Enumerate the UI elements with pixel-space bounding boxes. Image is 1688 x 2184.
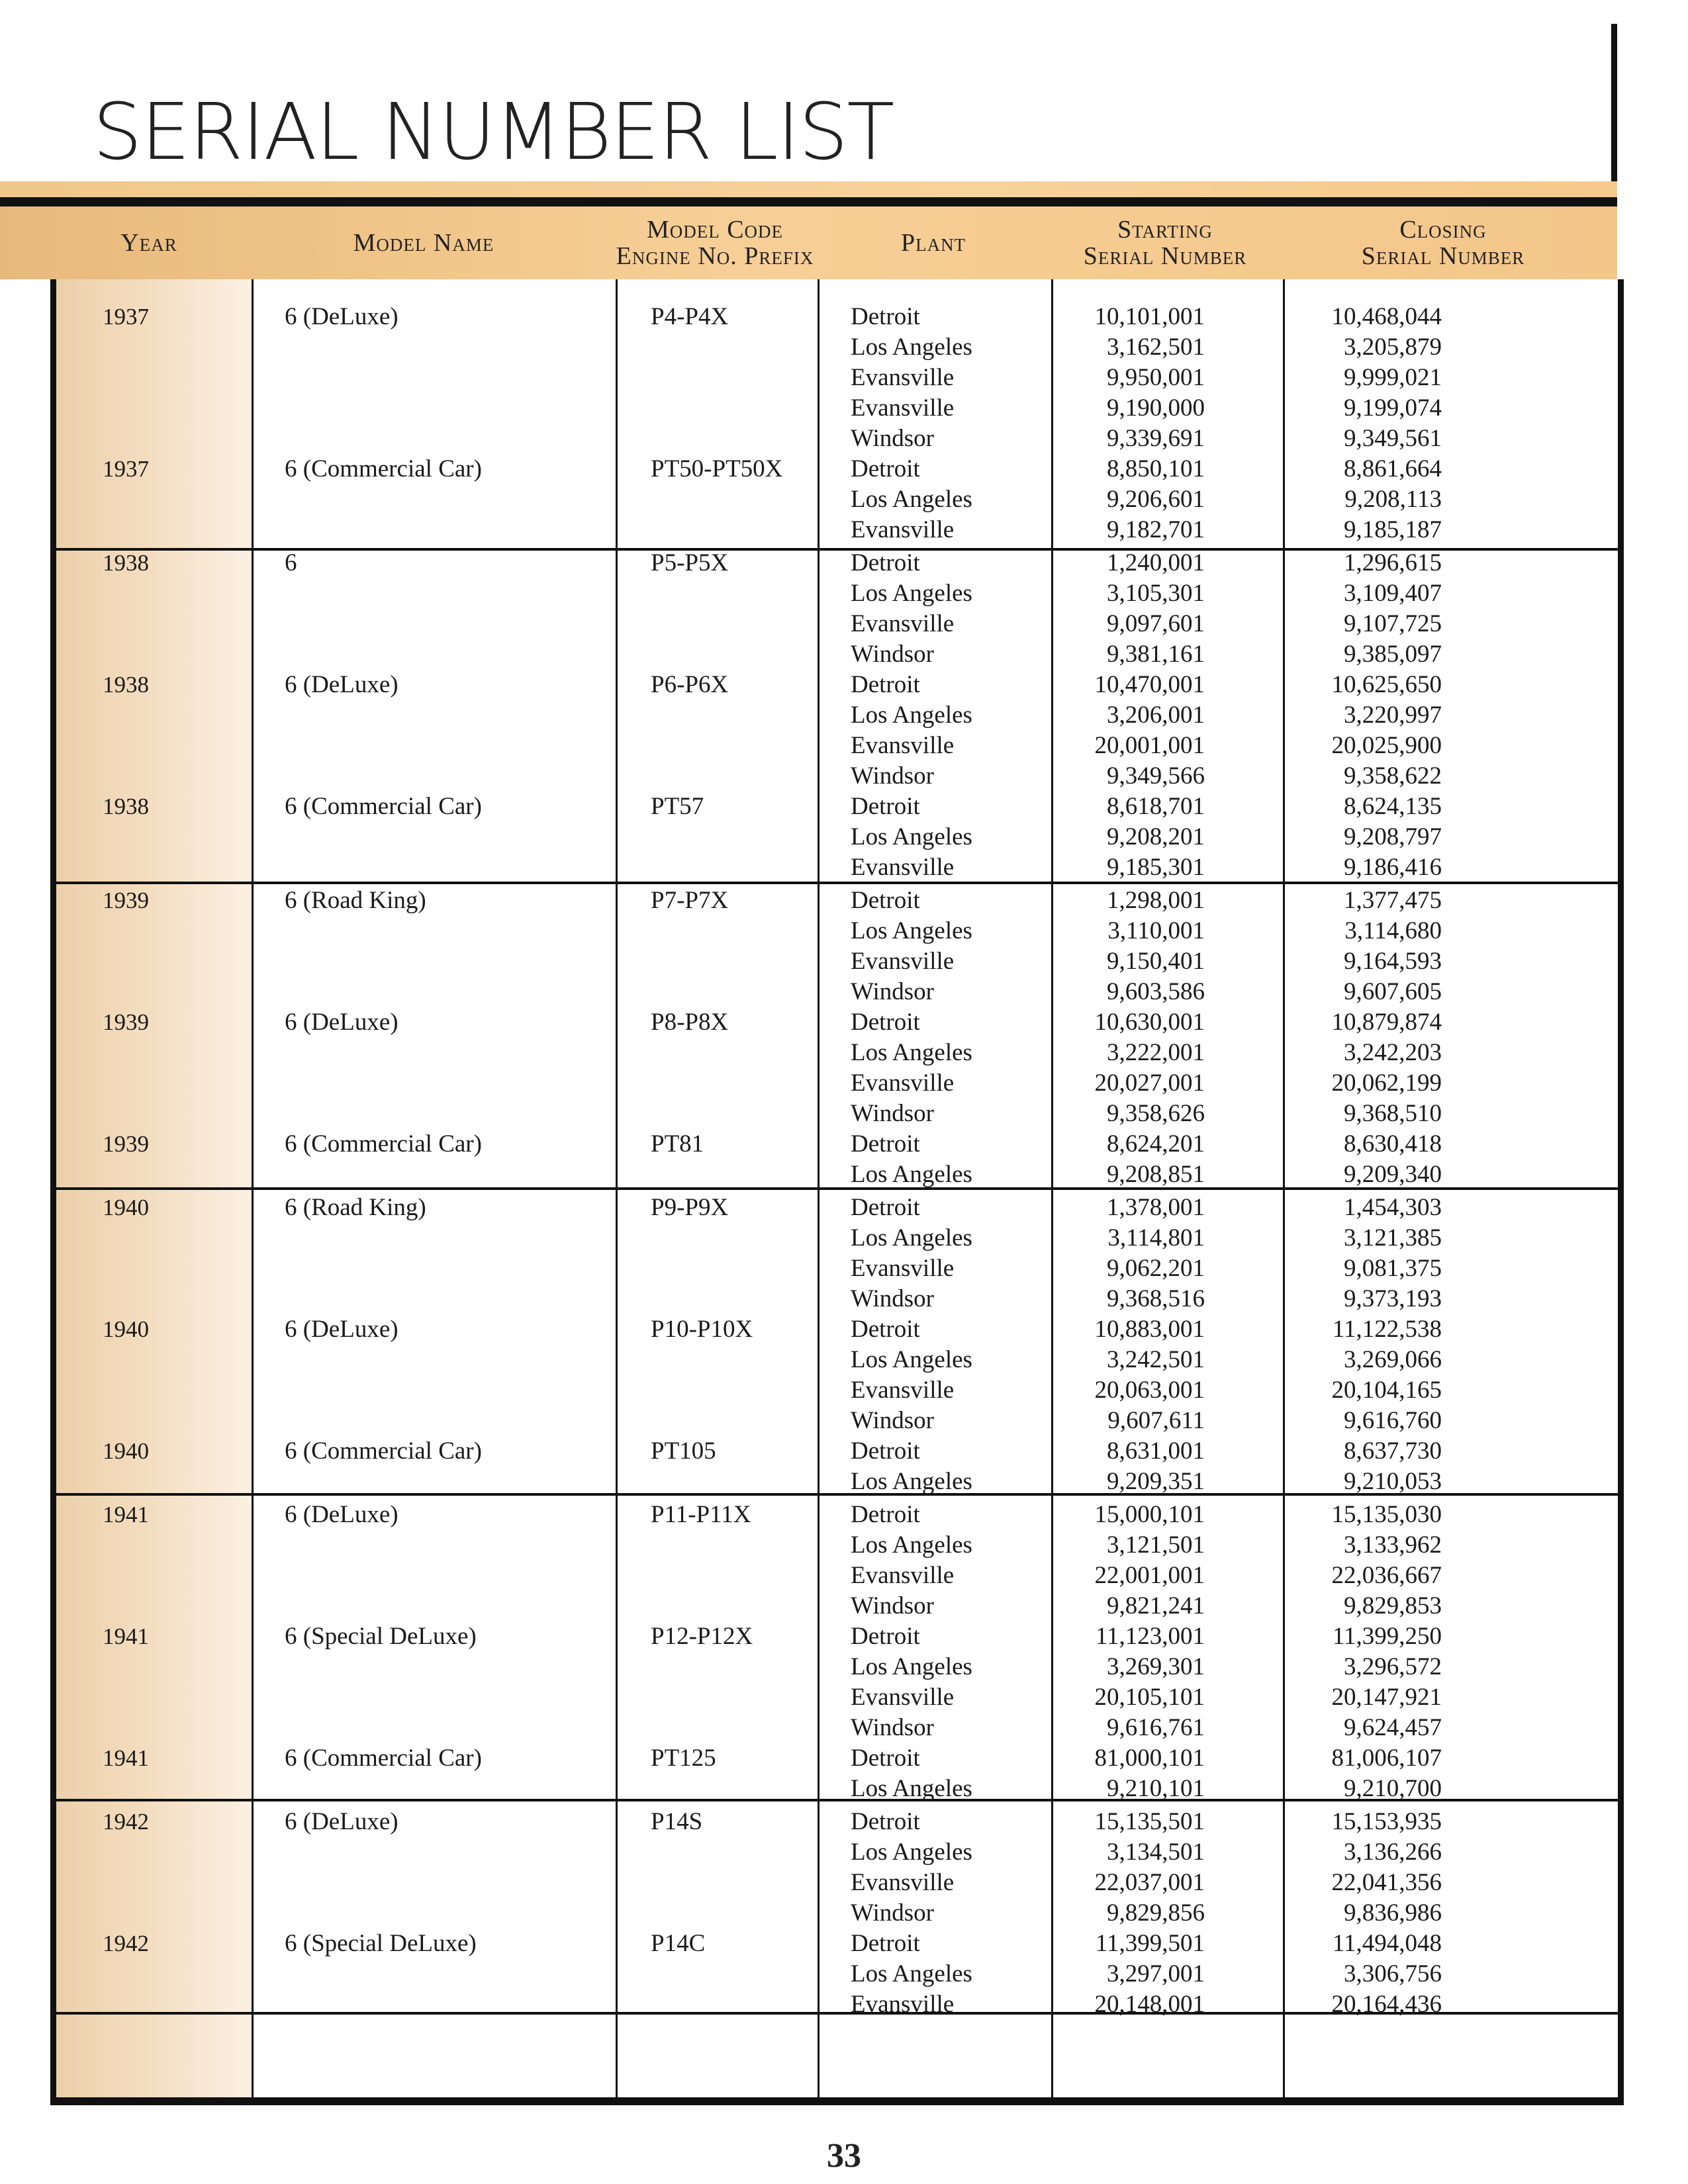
cell-engine-prefix: P11-P11X [651,1501,751,1528]
cell-starting-serial: 3,206,001 [1107,702,1205,729]
cell-starting-serial: 9,368,516 [1107,1285,1205,1312]
cell-plant: Windsor [851,425,934,452]
cell-plant: Los Angeles [851,1960,972,1987]
cell-year: 1940 [103,1316,149,1342]
cell-closing-serial: 3,114,680 [1344,917,1442,944]
cell-year: 1940 [103,1438,149,1464]
cell-closing-serial: 1,377,475 [1344,887,1442,914]
cell-starting-serial: 20,027,001 [1094,1069,1205,1097]
cell-plant: Evansville [851,1991,955,2018]
cell-year: 1939 [103,887,149,913]
cell-closing-serial: 9,199,074 [1344,394,1442,422]
cell-plant: Detroit [851,1808,920,1835]
cell-starting-serial: 9,950,001 [1107,364,1205,391]
cell-closing-serial: 9,208,797 [1344,823,1442,850]
cell-starting-serial: 10,470,001 [1094,671,1205,698]
cell-starting-serial: 3,242,501 [1107,1346,1205,1373]
cell-closing-serial: 81,006,107 [1331,1745,1442,1772]
cell-closing-serial: 3,269,066 [1344,1346,1442,1373]
cell-plant: Windsor [851,1714,934,1741]
cell-closing-serial: 9,107,725 [1344,610,1442,637]
cell-engine-prefix: P5-P5X [651,549,729,576]
cell-starting-serial: 3,162,501 [1107,334,1205,361]
cell-starting-serial: 8,618,701 [1107,793,1205,820]
cell-starting-serial: 8,624,201 [1107,1130,1205,1158]
cell-model-name: 6 (DeLuxe) [285,1316,399,1343]
cell-starting-serial: 9,607,611 [1107,1407,1205,1434]
cell-closing-serial: 9,358,622 [1344,762,1442,790]
cell-engine-prefix: P14C [651,1930,706,1957]
cell-starting-serial: 9,182,701 [1107,516,1205,543]
cell-starting-serial: 8,631,001 [1107,1437,1205,1465]
cell-engine-prefix: P4-P4X [651,303,729,330]
cell-starting-serial: 3,105,301 [1107,580,1205,607]
cell-plant: Evansville [851,394,955,422]
cell-plant: Windsor [851,1285,934,1312]
cell-model-name: 6 (Road King) [285,887,426,914]
cell-closing-serial: 11,399,250 [1332,1623,1442,1650]
header-model-code-line2: Engine No. Prefix [616,242,814,270]
header-starting-line1: Starting [1117,216,1213,244]
cell-plant: Detroit [851,1130,920,1158]
cell-starting-serial: 3,121,501 [1107,1531,1205,1559]
cell-starting-serial: 9,062,201 [1107,1255,1205,1282]
cell-closing-serial: 20,147,921 [1331,1684,1442,1711]
cell-closing-serial: 3,133,962 [1344,1531,1442,1559]
cell-plant: Evansville [851,364,955,391]
cell-closing-serial: 9,208,113 [1344,486,1442,513]
cell-engine-prefix: P10-P10X [651,1316,753,1343]
cell-year: 1941 [103,1502,149,1527]
cell-engine-prefix: PT105 [651,1437,716,1465]
cell-starting-serial: 9,358,626 [1107,1100,1205,1127]
cell-closing-serial: 10,468,044 [1331,303,1442,330]
cell-model-name: 6 (Commercial Car) [285,1130,482,1158]
cell-model-name: 6 (DeLuxe) [285,1501,399,1528]
cell-closing-serial: 22,036,667 [1331,1562,1442,1589]
cell-closing-serial: 20,104,165 [1331,1377,1442,1404]
cell-engine-prefix: P7-P7X [651,887,729,914]
cell-plant: Detroit [851,1623,920,1650]
cell-closing-serial: 9,385,097 [1344,641,1442,668]
cell-plant: Los Angeles [851,334,972,361]
cell-engine-prefix: PT125 [651,1745,716,1772]
cell-model-name: 6 (Special DeLuxe) [285,1930,477,1957]
cell-closing-serial: 3,109,407 [1344,580,1442,607]
cell-closing-serial: 9,368,510 [1344,1100,1442,1127]
cell-plant: Evansville [851,854,955,881]
page-number: 33 [827,2137,861,2175]
cell-closing-serial: 9,185,187 [1344,516,1442,543]
cell-starting-serial: 3,222,001 [1107,1039,1205,1066]
cell-plant: Windsor [851,641,934,668]
cell-plant: Detroit [851,1316,920,1343]
cell-closing-serial: 15,153,935 [1331,1808,1442,1835]
cell-year: 1939 [103,1131,149,1157]
cell-plant: Windsor [851,1899,934,1927]
header-plant [861,206,1006,279]
cell-plant: Windsor [851,978,934,1005]
cell-plant: Detroit [851,1501,920,1528]
cell-model-name: 6 [285,549,297,576]
cell-plant: Los Angeles [851,823,972,850]
cell-closing-serial: 22,041,356 [1331,1869,1442,1896]
cell-plant: Detroit [851,549,920,576]
cell-year: 1937 [103,456,149,482]
cell-plant: Evansville [851,1255,955,1282]
cell-closing-serial: 9,624,457 [1344,1714,1442,1741]
cell-plant: Detroit [851,1009,920,1036]
cell-starting-serial: 3,134,501 [1107,1839,1205,1866]
cell-model-name: 6 (Road King) [285,1194,426,1221]
cell-closing-serial: 20,062,199 [1331,1069,1442,1097]
cell-plant: Detroit [851,455,920,482]
cell-closing-serial: 9,210,053 [1344,1468,1442,1495]
cell-model-name: 6 (Commercial Car) [285,1745,482,1772]
cell-plant: Detroit [851,793,920,820]
cell-plant: Evansville [851,948,955,975]
header-closing-line2: Serial Number [1361,242,1525,270]
cell-closing-serial: 20,164,436 [1331,1991,1442,2018]
cell-year: 1941 [103,1745,149,1771]
cell-plant: Los Angeles [851,486,972,513]
cell-year: 1941 [103,1623,149,1649]
cell-starting-serial: 9,616,761 [1107,1714,1205,1741]
cell-model-name: 6 (Commercial Car) [285,1437,482,1465]
cell-closing-serial: 9,186,416 [1344,854,1442,881]
cell-engine-prefix: P8-P8X [651,1009,729,1036]
cell-closing-serial: 9,349,561 [1344,425,1442,452]
cell-plant: Evansville [851,732,955,759]
cell-plant: Los Angeles [851,1468,972,1495]
cell-closing-serial: 10,879,874 [1331,1009,1442,1036]
cell-plant: Evansville [851,1869,955,1896]
cell-plant: Detroit [851,1437,920,1465]
cell-starting-serial: 9,821,241 [1107,1592,1205,1619]
header-plant-label: Plant [900,229,966,257]
page-title: SERIAL NUMBER LIST [93,86,894,177]
cell-plant: Detroit [851,671,920,698]
cell-starting-serial: 8,850,101 [1107,455,1205,482]
cell-closing-serial: 1,454,303 [1344,1194,1442,1221]
cell-closing-serial: 11,494,048 [1332,1930,1442,1957]
cell-model-name: 6 (DeLuxe) [285,303,399,330]
header-starting-serial [1046,206,1284,279]
cell-plant: Los Angeles [851,1653,972,1680]
cell-closing-serial: 8,624,135 [1344,793,1442,820]
title-underline-band [0,181,1617,197]
cell-starting-serial: 15,000,101 [1094,1501,1205,1528]
cell-closing-serial: 9,999,021 [1344,364,1442,391]
cell-plant: Detroit [851,1745,920,1772]
cell-year: 1942 [103,1931,149,1956]
cell-starting-serial: 9,209,351 [1107,1468,1205,1495]
cell-plant: Los Angeles [851,1224,972,1251]
cell-plant: Detroit [851,887,920,914]
cell-plant: Evansville [851,1684,955,1711]
cell-starting-serial: 1,378,001 [1107,1194,1205,1221]
cell-model-name: 6 (DeLuxe) [285,671,399,698]
cell-closing-serial: 9,209,340 [1344,1161,1442,1188]
cell-starting-serial: 1,240,001 [1107,549,1205,576]
cell-starting-serial: 9,210,101 [1107,1775,1205,1802]
cell-starting-serial: 9,190,000 [1107,394,1205,422]
cell-year: 1938 [103,672,149,698]
cell-starting-serial: 9,339,691 [1107,425,1205,452]
cell-closing-serial: 3,296,572 [1344,1653,1442,1680]
cell-closing-serial: 9,829,853 [1344,1592,1442,1619]
header-model-name-label: Model Name [353,229,494,257]
cell-plant: Los Angeles [851,1531,972,1559]
cell-starting-serial: 20,063,001 [1094,1377,1205,1404]
header-model-name [311,206,536,279]
cell-plant: Evansville [851,1562,955,1589]
cell-closing-serial: 10,625,650 [1331,671,1442,698]
cell-closing-serial: 9,081,375 [1344,1255,1442,1282]
cell-engine-prefix: PT57 [651,793,704,820]
cell-plant: Windsor [851,1100,934,1127]
cell-engine-prefix: P14S [651,1808,703,1835]
header-year-label: Year [120,229,177,257]
cell-starting-serial: 3,114,801 [1107,1224,1205,1251]
header-closing-line1: Closing [1399,216,1487,244]
cell-plant: Los Angeles [851,1039,972,1066]
cell-model-name: 6 (Commercial Car) [285,455,482,482]
cell-plant: Evansville [851,610,955,637]
cell-closing-serial: 3,136,266 [1344,1839,1442,1866]
cell-plant: Windsor [851,1592,934,1619]
cell-starting-serial: 9,206,601 [1107,486,1205,513]
cell-year: 1940 [103,1195,149,1220]
cell-closing-serial: 8,630,418 [1344,1130,1442,1158]
cell-plant: Windsor [851,762,934,790]
cell-closing-serial: 8,637,730 [1344,1437,1442,1465]
cell-engine-prefix: PT81 [651,1130,704,1158]
cell-plant: Evansville [851,1377,955,1404]
cell-plant: Detroit [851,303,920,330]
cell-starting-serial: 9,208,851 [1107,1161,1205,1188]
cell-model-name: 6 (DeLuxe) [285,1009,399,1036]
header-model-code-line1: Model Code [646,216,784,244]
cell-starting-serial: 9,097,601 [1107,610,1205,637]
cell-starting-serial: 20,105,101 [1094,1684,1205,1711]
cell-starting-serial: 22,001,001 [1094,1562,1205,1589]
cell-starting-serial: 15,135,501 [1094,1808,1205,1835]
cell-closing-serial: 3,306,756 [1344,1960,1442,1987]
header-closing-serial [1317,206,1569,279]
cell-closing-serial: 3,242,203 [1344,1039,1442,1066]
cell-closing-serial: 3,205,879 [1344,334,1442,361]
cell-starting-serial: 9,349,566 [1107,762,1205,790]
cell-year: 1942 [103,1809,149,1835]
cell-starting-serial: 9,208,201 [1107,823,1205,850]
cell-starting-serial: 10,883,001 [1094,1316,1205,1343]
header-top-rule [0,197,1617,206]
cell-plant: Detroit [851,1930,920,1957]
cell-year: 1939 [103,1009,149,1035]
cell-plant: Evansville [851,516,955,543]
cell-plant: Los Angeles [851,1346,972,1373]
header-year [99,206,199,279]
cell-plant: Los Angeles [851,702,972,729]
cell-plant: Los Angeles [851,1839,972,1866]
cell-model-name: 6 (Special DeLuxe) [285,1623,477,1650]
right-edge-rule [1611,24,1617,199]
cell-starting-serial: 11,123,001 [1095,1623,1205,1650]
cell-year: 1937 [103,304,149,330]
cell-closing-serial: 9,836,986 [1344,1899,1442,1927]
cell-plant: Detroit [851,1194,920,1221]
cell-closing-serial: 8,861,664 [1344,455,1442,482]
cell-plant: Evansville [851,1069,955,1097]
cell-closing-serial: 9,607,605 [1344,978,1442,1005]
cell-starting-serial: 9,603,586 [1107,978,1205,1005]
cell-plant: Los Angeles [851,1775,972,1802]
cell-closing-serial: 9,373,193 [1344,1285,1442,1312]
cell-engine-prefix: P9-P9X [651,1194,729,1221]
cell-starting-serial: 20,001,001 [1094,732,1205,759]
cell-closing-serial: 20,025,900 [1331,732,1442,759]
header-model-code [576,206,854,279]
cell-year: 1938 [103,794,149,819]
cell-closing-serial: 9,616,760 [1344,1407,1442,1434]
cell-closing-serial: 3,220,997 [1344,702,1442,729]
cell-starting-serial: 3,110,001 [1107,917,1205,944]
cell-starting-serial: 3,297,001 [1107,1960,1205,1987]
cell-starting-serial: 9,185,301 [1107,854,1205,881]
cell-year: 1938 [103,550,149,576]
cell-plant: Los Angeles [851,917,972,944]
cell-starting-serial: 22,037,001 [1094,1869,1205,1896]
cell-starting-serial: 81,000,101 [1094,1745,1205,1772]
cell-starting-serial: 10,630,001 [1094,1009,1205,1036]
cell-starting-serial: 9,381,161 [1107,641,1205,668]
cell-closing-serial: 11,122,538 [1332,1316,1442,1343]
cell-closing-serial: 9,164,593 [1344,948,1442,975]
cell-starting-serial: 3,269,301 [1107,1653,1205,1680]
cell-closing-serial: 3,121,385 [1344,1224,1442,1251]
cell-model-name: 6 (DeLuxe) [285,1808,399,1835]
cell-closing-serial: 9,210,700 [1344,1775,1442,1802]
cell-plant: Windsor [851,1407,934,1434]
cell-starting-serial: 9,150,401 [1107,948,1205,975]
cell-engine-prefix: P6-P6X [651,671,729,698]
cell-model-name: 6 (Commercial Car) [285,793,482,820]
cell-closing-serial: 15,135,030 [1331,1501,1442,1528]
header-starting-line2: Serial Number [1083,242,1247,270]
cell-starting-serial: 11,399,501 [1095,1930,1205,1957]
cell-starting-serial: 10,101,001 [1094,303,1205,330]
cell-plant: Los Angeles [851,1161,972,1188]
cell-engine-prefix: P12-P12X [651,1623,753,1650]
cell-plant: Los Angeles [851,580,972,607]
cell-starting-serial: 9,829,856 [1107,1899,1205,1927]
cell-starting-serial: 1,298,001 [1107,887,1205,914]
cell-closing-serial: 1,296,615 [1344,549,1442,576]
cell-starting-serial: 20,148,001 [1094,1991,1205,2018]
cell-engine-prefix: PT50-PT50X [651,455,783,482]
